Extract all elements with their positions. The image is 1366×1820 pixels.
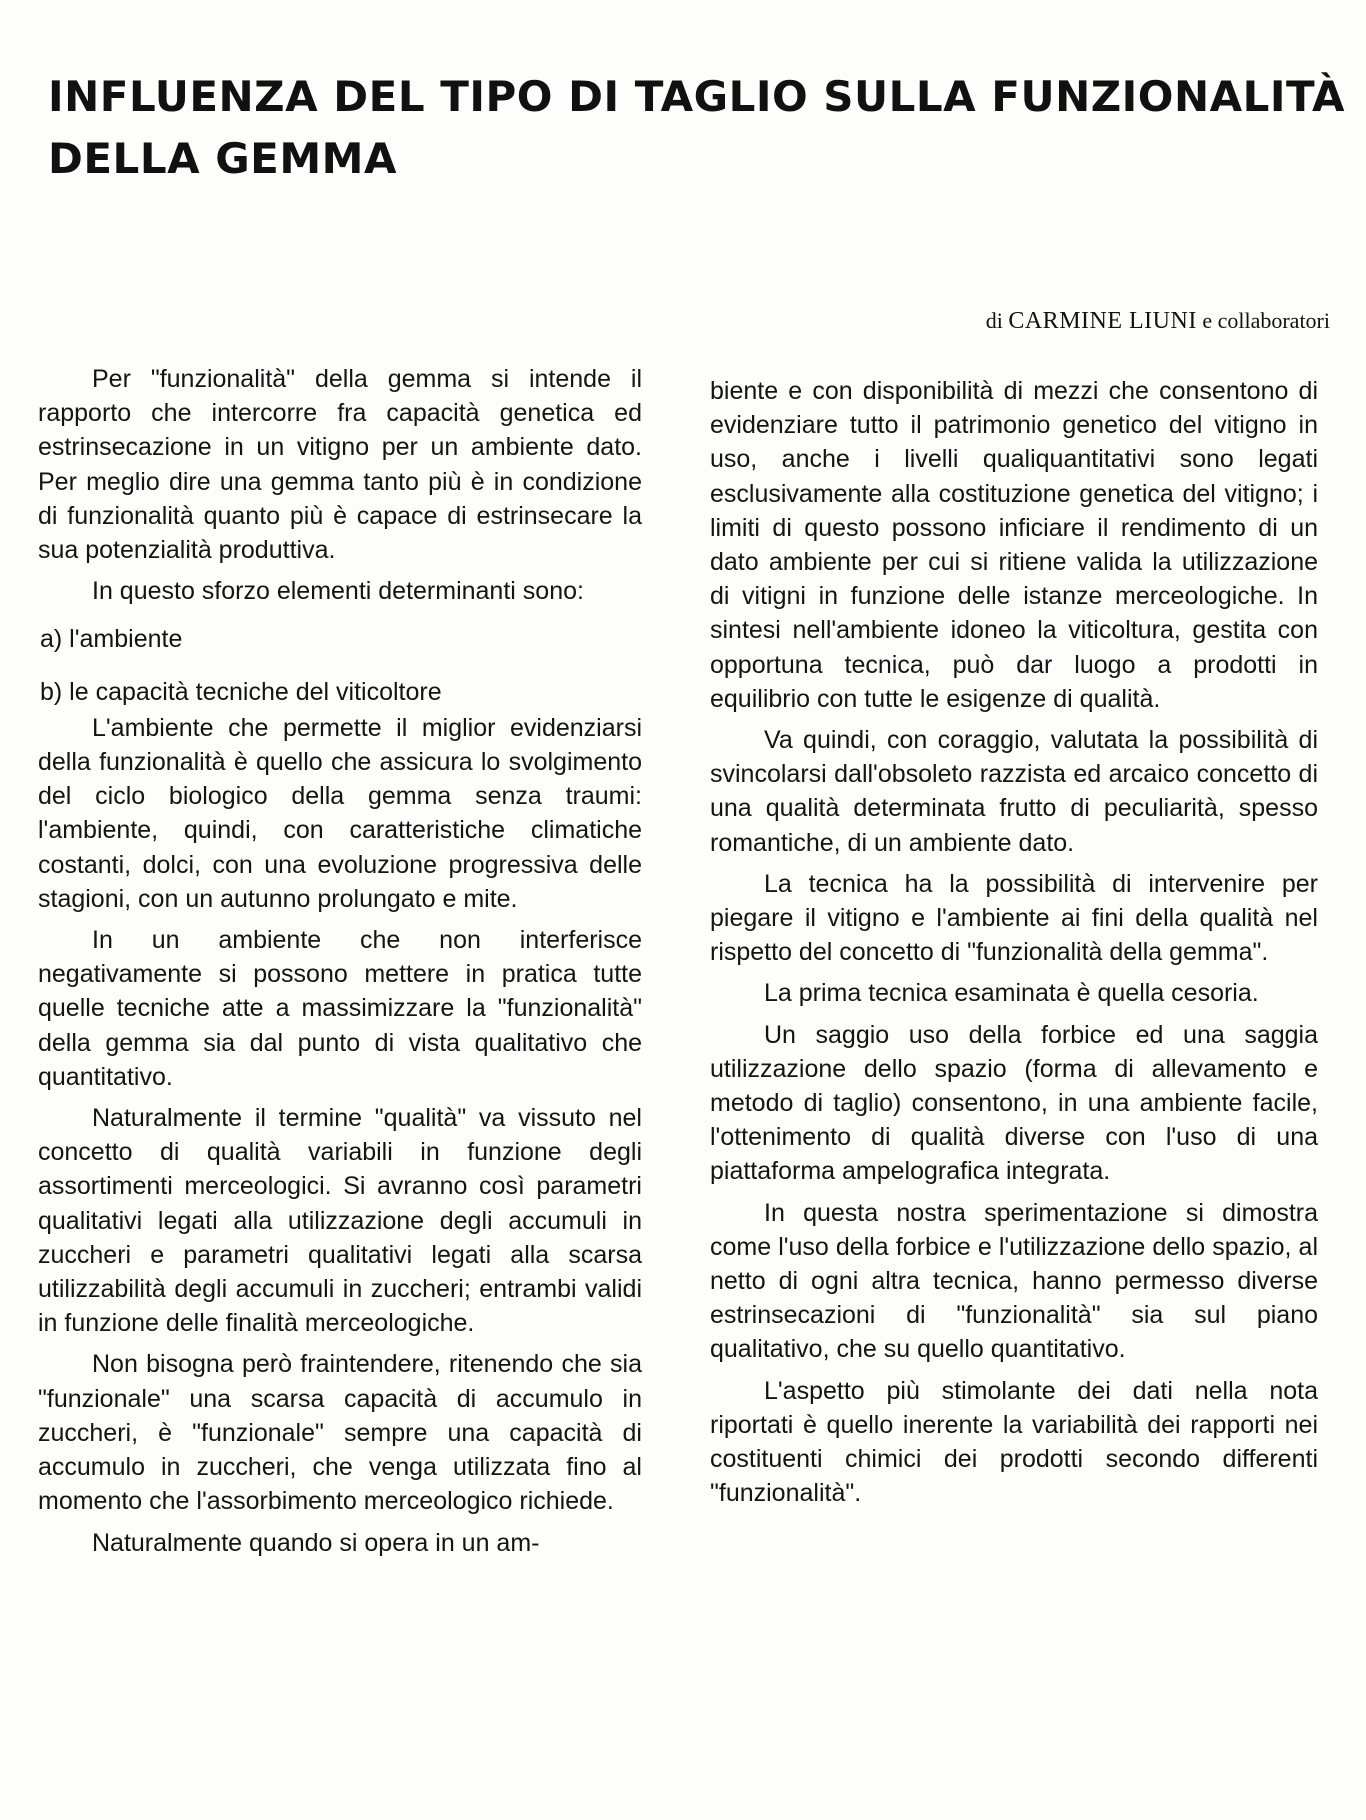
paragraph: La prima tecnica esaminata è quella cesoria. xyxy=(764,979,1259,1008)
article-title xyxy=(48,66,1345,190)
paragraph: biente e con disponibilità di mezzi che consentono di evidenziare tutto il patrimonio genetico del vitigno in uso, anche i livelli qualiquantitativi sono legati esclusivamente alla costituzione genetica del vitigno; i limiti di questo possono inficiare il rendimento di un dato ambiente per cui si ritiene valida la utilizzazione di vitigni in funzione delle istanze merceologiche. In sintesi nell'ambiente idoneo la viticoltura, gestita con opportuna tecnica, può dar luogo a prodotti in equilibrio con tutte le esigenze di qualità. xyxy=(710,377,1318,713)
paragraph: L'ambiente che permette il miglior evidenziarsi della funzionalità è quello che assicura lo svolgimento del ciclo biologico della gemma senza traumi: l'ambiente, quindi, con caratteristiche climatiche costanti, dolci, con una evoluzione progressiva delle stagioni, con un autunno prolungato e mite. xyxy=(38,713,642,913)
article-title-line-1: INFLUENZA DEL TIPO DI TAGLIO SULLA FUNZIONALITÀ xyxy=(48,72,1345,121)
article-title-line-2: DELLA GEMMA xyxy=(48,134,397,183)
paragraph: L'aspetto più stimolante dei dati nella nota riportati è quello inerente la variabilità dei rapporti nei costituenti chimici dei prodotti secondo differenti "funzionalità". xyxy=(710,1376,1318,1508)
list-item: a) l'ambiente xyxy=(40,625,183,654)
paragraph: Per "funzionalità" della gemma si intende il rapporto che intercorre fra capacità genetica ed estrinsecazione in un vitigno per un ambiente dato. Per meglio dire una gemma tanto più è in condizione di funzionalità quanto più è capace di estrinsecare la sua potenzialità produttiva. xyxy=(38,365,642,565)
paragraph: La tecnica ha la possibilità di intervenire per piegare il vitigno e l'ambiente ai fini della qualità nel rispetto del concetto di "funzionalità della gemma". xyxy=(710,869,1318,967)
paragraph: In questo sforzo elementi determinanti sono: xyxy=(92,577,584,606)
paragraph: Un saggio uso della forbice ed una saggia utilizzazione dello spazio (forma di allevamento e metodo di taglio) consentono, in una ambiente facile, l'ottenimento di qualità diverse con l'uso di una piattaforma ampelografica integrata. xyxy=(710,1020,1318,1186)
paragraph: Va quindi, con coraggio, valutata la possibilità di svincolarsi dall'obsoleto razzista ed arcaico concetto di una qualità determinata frutto di peculiarità, spesso romantiche, di un ambiente dato. xyxy=(710,726,1318,857)
byline-prefix: di xyxy=(985,308,1003,333)
byline-suffix: e collaboratori xyxy=(1202,308,1330,333)
byline-author: CARMINE LIUNI xyxy=(1008,308,1197,334)
paragraph: Naturalmente quando si opera in un am- xyxy=(92,1528,540,1557)
paragraph: In questa nostra sperimentazione si dimostra come l'uso della forbice e l'utilizzazione dello spazio, al netto di ogni altra tecnica, hanno permesso diverse estrinsecazioni di "funzionalità" sia sul piano qualitativo, che su quello quantitativo. xyxy=(710,1198,1318,1364)
byline xyxy=(986,308,1330,335)
left-column xyxy=(38,362,642,1567)
paragraph: Naturalmente il termine "qualità" va vissuto nel concetto di qualità variabili in funzione degli assortimenti merceologici. Si avranno così parametri qualitativi legati alla utilizzazione degli accumuli in zuccheri e parametri qualitativi legati alla scarsa utilizzabilità degli accumuli in zuccheri; entrambi validi in funzione delle finalità merceologiche. xyxy=(38,1104,642,1338)
paragraph: Non bisogna però fraintendere, ritenendo che sia "funzionale" una scarsa capacità di accumulo in zuccheri, è "funzionale" sempre una capacità di accumulo in zuccheri, che venga utilizzata fino al momento che l'assorbimento merceologico richiede. xyxy=(38,1350,642,1516)
list-item: b) le capacità tecniche del viticoltore xyxy=(40,677,442,706)
paragraph: In un ambiente che non interferisce negativamente si possono mettere in pratica tutte quelle tecniche atte a massimizzare la "funzionalità" della gemma sia dal punto di vista qualitativo che quantitativo. xyxy=(38,926,642,1091)
right-column xyxy=(710,374,1318,1518)
